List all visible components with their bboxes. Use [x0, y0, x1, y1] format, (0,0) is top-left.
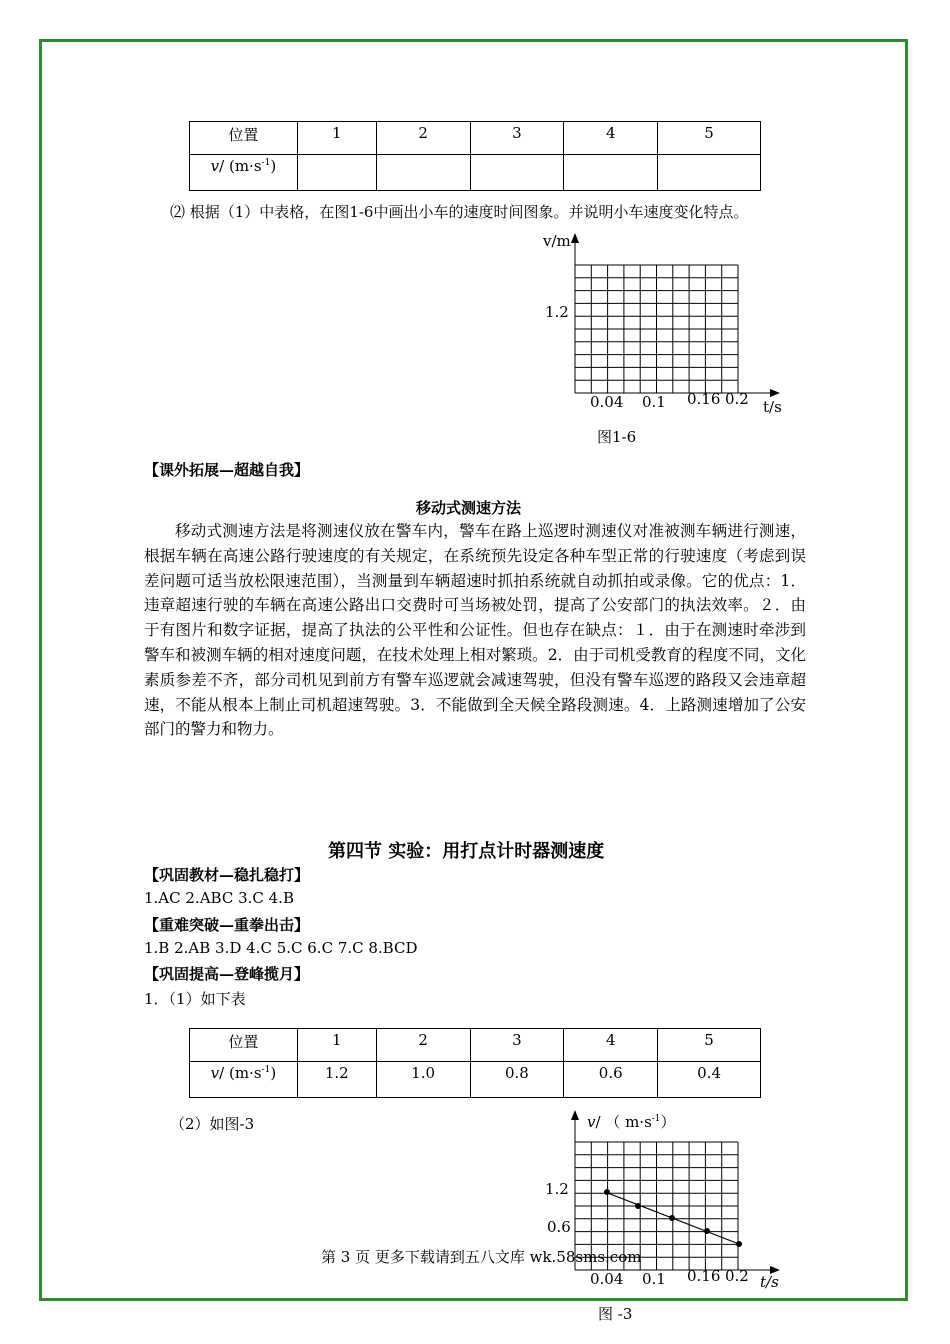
table-cell: 1	[297, 1029, 376, 1062]
graph1-xtick: 0.2	[725, 390, 749, 408]
y-axis-arrow	[571, 233, 579, 243]
table-row	[190, 122, 761, 155]
table-cell: 0.8	[470, 1062, 564, 1098]
answers-line: 1.B 2.AB 3.D 4.C 5.C 6.C 7.C 8.BCD	[144, 939, 418, 957]
question-line: （2）如图-3	[170, 1115, 255, 1133]
extension-title: 移动式测速方法	[416, 499, 522, 517]
graph1-xlabel: t/s	[763, 398, 782, 416]
graph2-ytick: 0.6	[547, 1218, 571, 1236]
graph2-xtick: 0.16	[687, 1267, 721, 1285]
table-cell: 5	[658, 1029, 761, 1062]
velocity-table-filled	[189, 1028, 761, 1098]
graph2-xtick: 0.2	[725, 1267, 749, 1285]
graph1-xtick: 0.1	[642, 393, 666, 411]
subsection-heading: 【重难突破—重拳出击】	[144, 916, 310, 934]
table-cell: 4	[564, 1029, 658, 1062]
table-cell: 0.6	[564, 1062, 658, 1098]
graph1-ylabel: v/m	[543, 232, 571, 250]
extension-paragraph	[144, 519, 806, 742]
table-cell: 4	[564, 122, 658, 155]
table-cell	[564, 155, 658, 191]
velocity-table-empty	[189, 121, 761, 191]
page-footer: 第 3 页 更多下载请到五八文库 wk.58sms.com	[321, 1248, 642, 1266]
table-cell	[658, 155, 761, 191]
graph2-caption: 图 -3	[598, 1305, 633, 1323]
graph2-ytick: 1.2	[545, 1180, 569, 1198]
table-row	[190, 1029, 761, 1062]
graph1-ytick: 1.2	[545, 303, 569, 321]
table-cell: 1.2	[297, 1062, 376, 1098]
data-point	[704, 1228, 710, 1234]
table-cell: 2	[376, 1029, 470, 1062]
y-axis-arrow	[571, 1110, 579, 1120]
x-axis-arrow	[770, 389, 780, 397]
extension-heading: 【课外拓展—超越自我】	[144, 461, 310, 479]
velocity-unit-label: v/ $(m\cdot s^{-1})$	[190, 155, 298, 191]
graph1-xtick: 0.04	[590, 393, 624, 411]
table-row	[190, 1062, 761, 1098]
data-point	[635, 1203, 641, 1209]
table-cell: 0.4	[658, 1062, 761, 1098]
data-point	[604, 1189, 610, 1195]
table-header-cell: 位置	[190, 1029, 298, 1062]
table-cell	[470, 155, 564, 191]
table-cell: 3	[470, 122, 564, 155]
table-cell: 5	[658, 122, 761, 155]
data-point	[736, 1241, 742, 1247]
question-line: 1．（1）如下表	[144, 990, 246, 1008]
graph-grid	[575, 265, 738, 393]
answers-line: 1.AC 2.ABC 3.C 4.B	[144, 889, 294, 907]
question-2-text: ⑵ 根据（1）中表格，在图1-6中画出小车的速度时间图象。并说明小车速度变化特点。	[170, 203, 749, 221]
subsection-heading: 【巩固教材—稳扎稳打】	[144, 866, 310, 884]
graph2-xtick: 0.1	[642, 1270, 666, 1288]
subsection-heading: 【巩固提高—登峰揽月】	[144, 965, 310, 983]
table-cell: 2	[376, 122, 470, 155]
table-cell: 3	[470, 1029, 564, 1062]
table-row	[190, 155, 761, 191]
table-cell: 1.0	[376, 1062, 470, 1098]
graph2-xtick: 0.04	[590, 1270, 624, 1288]
data-point	[669, 1215, 675, 1221]
section-title: 第四节 实验：用打点计时器测速度	[328, 841, 605, 862]
graph1-caption: 图1-6	[597, 428, 637, 446]
velocity-unit-label: v/ $(m\cdot s^{-1})$	[190, 1062, 298, 1098]
table-cell	[297, 155, 376, 191]
graph2-xlabel: t/s	[760, 1273, 779, 1291]
table-cell: 1	[297, 122, 376, 155]
table-cell	[376, 155, 470, 191]
graph-1-6	[530, 228, 790, 418]
graph2-ylabel: v/ （ $m\cdot s^{-1}$）	[587, 1113, 676, 1131]
paragraph-text: 移动式测速方法是将测速仪放在警车内，警车在路上巡逻时测速仪对准被测车辆进行测速，根据车辆在高速公路行驶速度的有关规定，在系统预先设定各种车型正常的行驶速度（考虑到误差问题可适当放松限速范围），当测量到车辆超速时抓拍系统就自动抓拍或录像。它的优点：1．违章超速行驶的车辆在高速公路出口交费时可当场被处罚，提高了公安部门的执法效率。２．由于有图片和数字证据，提高了执法的公平性和公证性。但也存在缺点：１．由于在测速时牵涉到警车和被测车辆的相对速度问题，在技术处理上相对繁琐。2．由于司机受教育的程度不同，文化素质参差不齐，部分司机见到前方有警车巡逻就会减速驾驶，但没有警车巡逻的路段又会违章超速，不能从根本上制止司机超速驾驶。3．不能做到全天候全路段测速。4．上路测速增加了公安部门的警力和物力。	[144, 522, 806, 739]
table-header-cell: 位置	[190, 122, 298, 155]
graph1-xtick: 0.16	[687, 390, 721, 408]
